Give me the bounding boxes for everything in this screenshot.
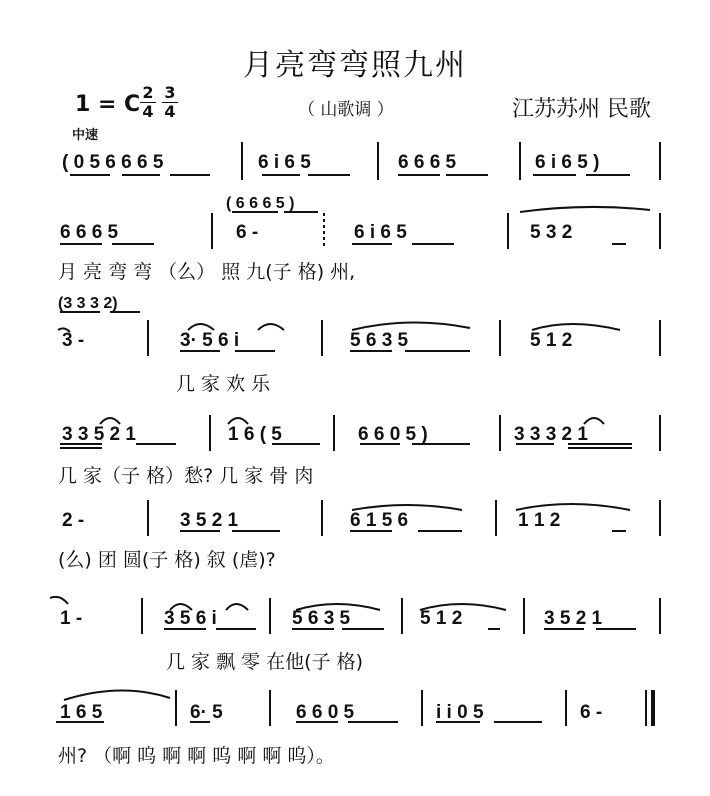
song-title: 月亮弯弯照九州 — [243, 48, 467, 83]
system-6-bar-3: 5 6 3 5 — [292, 608, 351, 629]
system-2-lyrics: 月 亮 弯 弯 （么） 照 九(子 格) 州, — [58, 261, 356, 283]
system-6-bar-4: 5 1 2 — [420, 608, 463, 629]
system-4-bar-3: 6 6 0 5 ) — [358, 424, 428, 445]
system-4-bar-4: 3 3 3 2 1 — [514, 424, 588, 445]
source-label: 江苏苏州 民歌 — [512, 97, 651, 122]
system-7-bar-5: 6 - — [580, 702, 603, 723]
system-3-bar-4: 5 1 2 — [530, 330, 573, 351]
time-signature-1: 2 4 — [140, 84, 156, 121]
system-5-bar-4: 1 1 2 — [518, 510, 561, 531]
system-2-bar-2: 6 - — [236, 222, 259, 243]
system-5-bar-2: 3 5 2 1 — [180, 510, 239, 531]
system-7-bar-3: 6 6 0 5 — [296, 702, 355, 723]
system-4-lyrics: 几 家（子 格）愁? 几 家 骨 肉 — [58, 465, 314, 487]
tempo-mark: 中速 — [72, 128, 99, 143]
system-5-lyrics: (么) 团 圆(子 格) 叙 (虐)? — [58, 549, 276, 571]
system-4-bar-2: 1 6 ( 5 — [228, 424, 282, 445]
system-3-above: (3 3 3 2) — [58, 295, 118, 312]
system-2-bar-1: 6 6 6 5 — [60, 222, 119, 243]
system-6-bar-1: 1 - — [60, 608, 83, 629]
key-signature: 1 = C — [75, 92, 141, 117]
system-6-bar-2: 3 5 6 i — [164, 608, 217, 629]
system-4-bar-1: 3 3 5 2 1 — [62, 424, 136, 445]
system-7-bar-2: 6· 5 — [190, 702, 223, 723]
system-1-bar-4: 6 i 6 5 ) — [535, 152, 600, 173]
style-label: （ 山歌调 ） — [298, 100, 394, 120]
system-5-bar-3: 6 1 5 6 — [350, 510, 409, 531]
system-1-bar-2: 6 i 6 5 — [258, 152, 311, 173]
system-6-bar-5: 3 5 2 1 — [544, 608, 603, 629]
system-1-bar-1: ( 0 5 6 6 6 5 — [62, 152, 164, 173]
system-1-bar-3: 6 6 6 5 — [398, 152, 457, 173]
system-3-bar-3: 5 6 3 5 — [350, 330, 409, 351]
system-5-bar-1: 2 - — [62, 510, 85, 531]
system-6-lyrics: 几 家 飘 零 在他(子 格) — [166, 651, 364, 673]
system-2-bar-3: 6 i 6 5 — [354, 222, 407, 243]
system-7-lyrics: 州? （啊 呜 啊 啊 呜 啊 啊 呜）。 — [58, 745, 335, 767]
system-2-bar-4: 5 3 2 — [530, 222, 573, 243]
system-7-bar-4: i i 0 5 — [436, 702, 484, 723]
time-signature-2: 3 4 — [162, 84, 178, 121]
system-3-bar-1: 3 - — [62, 330, 85, 351]
system-3-bar-2: 3· 5 6 i — [180, 330, 240, 351]
system-2-above: ( 6 6 6 5 ) — [226, 195, 295, 212]
system-7-bar-1: 1 6 5 — [60, 702, 103, 723]
system-3-lyrics: 几 家 欢 乐 — [176, 373, 271, 395]
